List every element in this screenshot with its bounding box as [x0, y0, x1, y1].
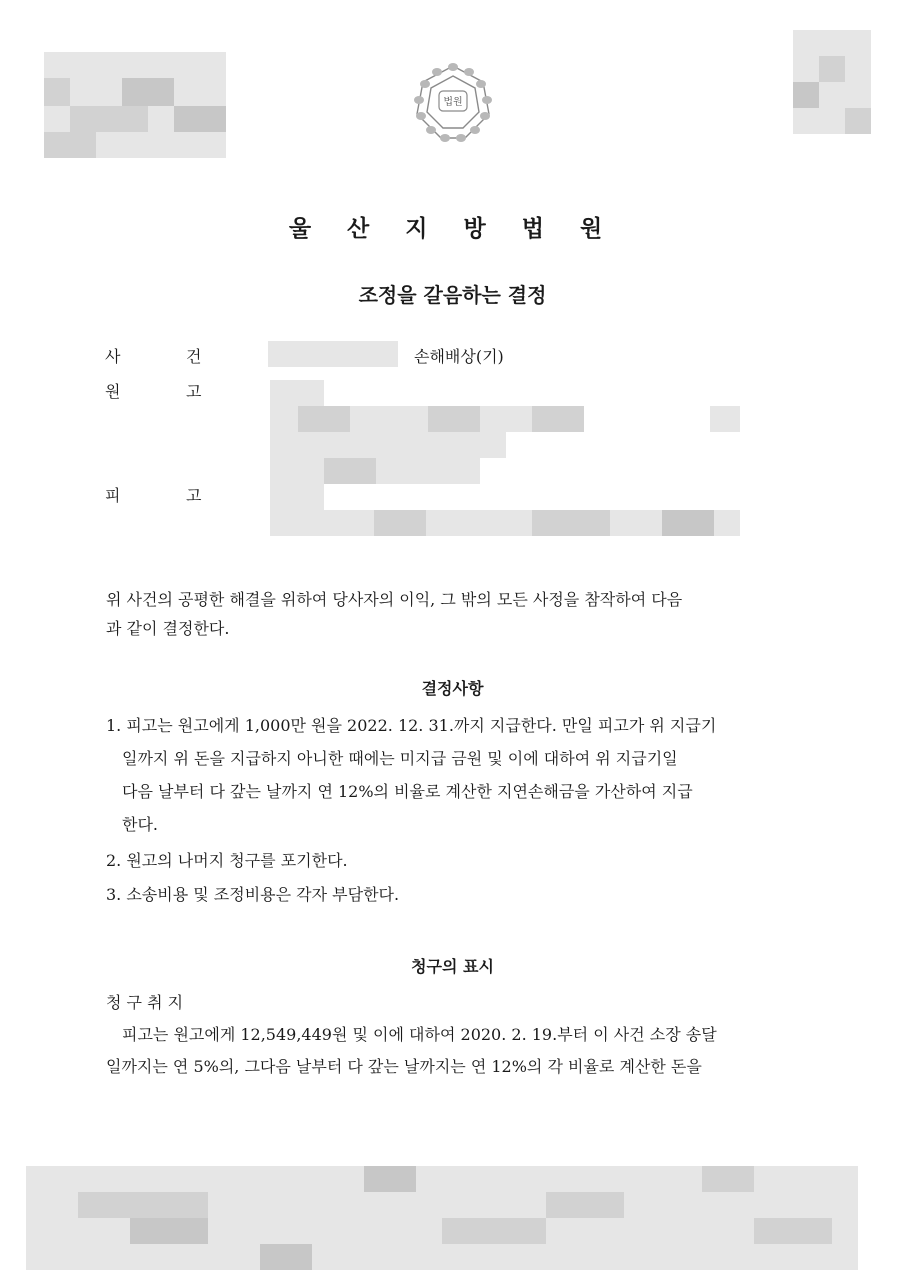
claim-subheading: 청 구 취 지 [106, 993, 184, 1012]
court-name: 울 산 지 방 법 원 [288, 216, 617, 242]
redacted-case-number [268, 341, 398, 367]
redacted-header-right [793, 30, 871, 134]
redacted-footer [26, 1166, 858, 1270]
case-label-2: 건 [186, 347, 202, 366]
plaintiff-label-2: 고 [186, 382, 202, 401]
seal-text: 법원 [443, 97, 463, 108]
case-label-1: 사 [105, 347, 121, 366]
decision-item-1-line-4: 한다. [122, 815, 158, 834]
decision-item-1-line-1: 1. 피고는 원고에게 1,000만 원을 2022. 12. 31.까지 지급한다. 만일 피고가 위 지급기 [106, 716, 717, 735]
case-name: 손해배상(기) [414, 347, 504, 366]
decision-item-1-line-2: 일까지 위 돈을 지급하지 아니한 때에는 미지급 금원 및 이에 대하여 위 지급기일 [122, 749, 678, 768]
decision-item-1-line-3: 다음 날부터 다 갚는 날까지 연 12%의 비율로 계산한 지연손해금을 가산하여 지급 [122, 782, 693, 801]
defendant-label-2: 고 [186, 486, 202, 505]
document-title: 조정을 갈음하는 결정 [358, 283, 547, 307]
intro-line-2: 과 같이 결정한다. [106, 619, 230, 638]
intro-line-1: 위 사건의 공평한 해결을 위하여 당사자의 이익, 그 밖의 모든 사정을 참작하여 다음 [106, 590, 683, 609]
redacted-plaintiff-info [270, 380, 740, 484]
claim-line-2: 일까지는 연 5%의, 그다음 날부터 다 갚는 날까지는 연 12%의 각 비율로 계산한 돈을 [106, 1057, 702, 1076]
claim-heading: 청구의 표시 [411, 957, 494, 976]
decision-heading: 결정사항 [421, 679, 484, 698]
defendant-label-1: 피 [105, 486, 121, 505]
claim-line-1: 피고는 원고에게 12,549,449원 및 이에 대하여 2020. 2. 19.부터 이 사건 소장 송달 [122, 1025, 717, 1044]
redacted-defendant-info [270, 484, 740, 536]
redacted-header-left [44, 52, 226, 158]
plaintiff-label-1: 원 [105, 382, 121, 401]
decision-item-2: 2. 원고의 나머지 청구를 포기한다. [106, 851, 348, 870]
court-seal [409, 58, 497, 146]
decision-item-3: 3. 소송비용 및 조정비용은 각자 부담한다. [106, 885, 400, 904]
